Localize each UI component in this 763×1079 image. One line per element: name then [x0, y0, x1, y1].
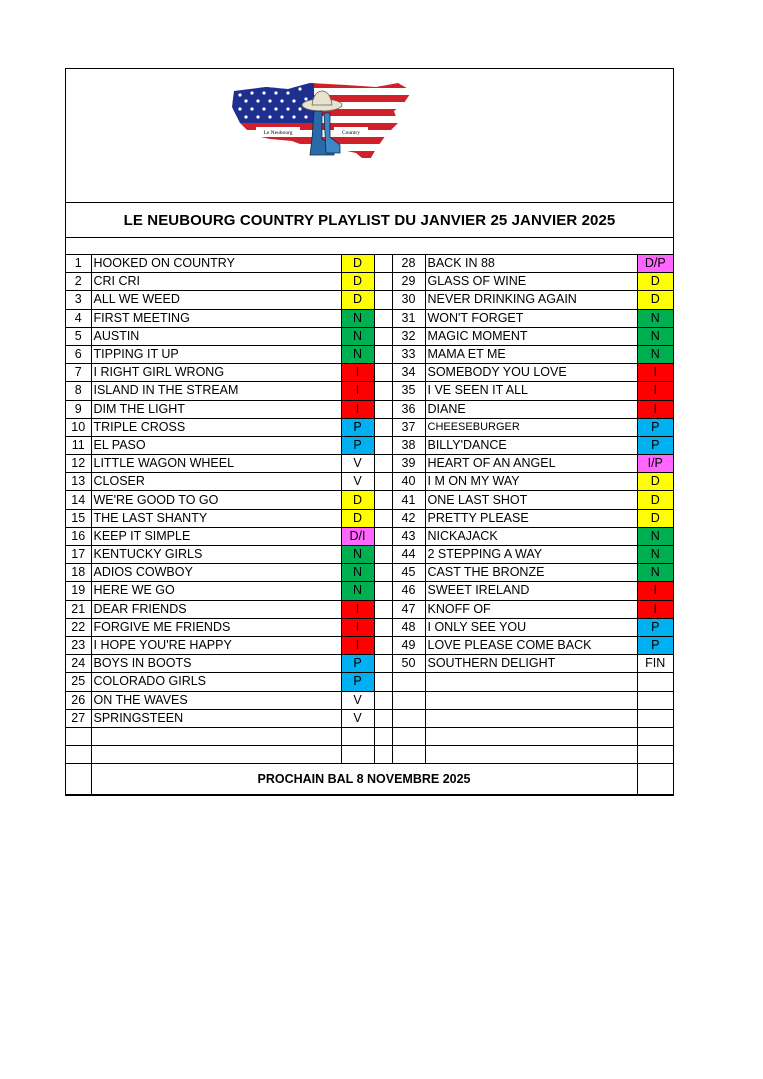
left-title: ON THE WAVES	[91, 691, 341, 709]
right-number: 43	[392, 527, 425, 545]
left-title: I RIGHT GIRL WRONG	[91, 364, 341, 382]
table-row	[66, 436, 673, 454]
right-dance-code: I	[637, 400, 673, 418]
right-title: NICKAJACK	[425, 527, 637, 545]
left-number: 19	[66, 582, 91, 600]
playlist-sheet	[65, 68, 674, 796]
spacer-cell	[374, 436, 392, 454]
left-title: FIRST MEETING	[91, 309, 341, 327]
left-title: I HOPE YOU'RE HAPPY	[91, 636, 341, 654]
right-dance-code: I	[637, 600, 673, 618]
spacer-cell	[374, 600, 392, 618]
right-dance-code: D	[637, 291, 673, 309]
table-row	[66, 455, 673, 473]
left-dance-code: V	[341, 709, 374, 727]
right-number	[392, 746, 425, 764]
table-row	[66, 655, 673, 673]
left-number: 11	[66, 436, 91, 454]
left-title: KEEP IT SIMPLE	[91, 527, 341, 545]
table-row	[66, 527, 673, 545]
left-number: 2	[66, 273, 91, 291]
right-number	[392, 709, 425, 727]
table-row	[66, 491, 673, 509]
left-number: 15	[66, 509, 91, 527]
table-row	[66, 546, 673, 564]
right-number: 34	[392, 364, 425, 382]
right-title	[425, 746, 637, 764]
table-row	[66, 473, 673, 491]
spacer-cell	[374, 345, 392, 363]
table-row	[66, 364, 673, 382]
spacer-cell	[374, 473, 392, 491]
left-dance-code: I	[341, 636, 374, 654]
table-row	[66, 345, 673, 363]
left-dance-code: D	[341, 509, 374, 527]
left-number: 17	[66, 546, 91, 564]
left-number: 26	[66, 691, 91, 709]
left-dance-code: D	[341, 491, 374, 509]
right-number: 32	[392, 327, 425, 345]
right-title: SWEET IRELAND	[425, 582, 637, 600]
left-dance-code: I	[341, 400, 374, 418]
spacer-cell	[374, 527, 392, 545]
right-title	[425, 673, 637, 691]
left-number: 22	[66, 618, 91, 636]
left-title: TIPPING IT UP	[91, 345, 341, 363]
left-title: ADIOS COWBOY	[91, 564, 341, 582]
left-dance-code: N	[341, 327, 374, 345]
right-dance-code: P	[637, 436, 673, 454]
spacer-cell	[374, 400, 392, 418]
spacer-cell	[374, 546, 392, 564]
spacer-cell	[374, 418, 392, 436]
right-dance-code: D	[637, 509, 673, 527]
spacer-cell	[374, 382, 392, 400]
left-title: BOYS IN BOOTS	[91, 655, 341, 673]
left-dance-code: V	[341, 691, 374, 709]
left-title: CRI CRI	[91, 273, 341, 291]
left-number: 12	[66, 455, 91, 473]
right-number: 28	[392, 255, 425, 273]
right-number: 30	[392, 291, 425, 309]
right-dance-code: N	[637, 345, 673, 363]
spacer-cell	[374, 255, 392, 273]
left-dance-code: I	[341, 364, 374, 382]
right-dance-code: N	[637, 327, 673, 345]
right-title: I M ON MY WAY	[425, 473, 637, 491]
right-title: DIANE	[425, 400, 637, 418]
right-number: 49	[392, 636, 425, 654]
left-title: WE'RE GOOD TO GO	[91, 491, 341, 509]
left-title: KENTUCKY GIRLS	[91, 546, 341, 564]
left-number: 23	[66, 636, 91, 654]
spacer-cell	[374, 727, 392, 745]
right-title: I VE SEEN IT ALL	[425, 382, 637, 400]
right-dance-code: D	[637, 273, 673, 291]
left-title: ISLAND IN THE STREAM	[91, 382, 341, 400]
svg-text:Country: Country	[341, 130, 361, 136]
left-title: THE LAST SHANTY	[91, 509, 341, 527]
table-row	[66, 636, 673, 654]
left-dance-code: D	[341, 255, 374, 273]
left-title: HOOKED ON COUNTRY	[91, 255, 341, 273]
right-dance-code: FIN	[637, 655, 673, 673]
right-title: GLASS OF WINE	[425, 273, 637, 291]
right-title: ONE LAST SHOT	[425, 491, 637, 509]
right-number: 44	[392, 546, 425, 564]
right-number: 33	[392, 345, 425, 363]
left-title: CLOSER	[91, 473, 341, 491]
right-number: 35	[392, 382, 425, 400]
left-number: 1	[66, 255, 91, 273]
spacer-cell	[374, 327, 392, 345]
right-title: 2 STEPPING A WAY	[425, 546, 637, 564]
spacer-cell	[374, 691, 392, 709]
table-row	[66, 600, 673, 618]
left-number: 10	[66, 418, 91, 436]
right-dance-code: D	[637, 473, 673, 491]
right-dance-code: N	[637, 546, 673, 564]
spacer-row	[66, 238, 673, 255]
left-dance-code: P	[341, 655, 374, 673]
left-dance-code: V	[341, 455, 374, 473]
footer-empty-cell	[637, 764, 673, 795]
right-title	[425, 727, 637, 745]
right-number: 29	[392, 273, 425, 291]
right-dance-code: D/P	[637, 255, 673, 273]
left-dance-code: N	[341, 345, 374, 363]
spacer-cell	[374, 509, 392, 527]
right-number: 50	[392, 655, 425, 673]
left-number: 21	[66, 600, 91, 618]
right-title: SOUTHERN DELIGHT	[425, 655, 637, 673]
table-row	[66, 418, 673, 436]
right-number: 45	[392, 564, 425, 582]
right-dance-code: P	[637, 418, 673, 436]
right-number: 42	[392, 509, 425, 527]
right-number: 47	[392, 600, 425, 618]
left-number	[66, 727, 91, 745]
spacer-cell	[374, 746, 392, 764]
left-title: SPRINGSTEEN	[91, 709, 341, 727]
left-title: COLORADO GIRLS	[91, 673, 341, 691]
left-number: 9	[66, 400, 91, 418]
right-title	[425, 709, 637, 727]
page-title: LE NEUBOURG COUNTRY PLAYLIST DU JANVIER 25 JANVIER 2025	[66, 203, 673, 238]
left-dance-code: P	[341, 673, 374, 691]
table-row	[66, 400, 673, 418]
right-title: MAGIC MOMENT	[425, 327, 637, 345]
table-row	[66, 691, 673, 709]
left-number: 13	[66, 473, 91, 491]
right-dance-code	[637, 691, 673, 709]
right-dance-code: P	[637, 618, 673, 636]
right-title: WON'T FORGET	[425, 309, 637, 327]
table-row	[66, 746, 673, 764]
right-number: 46	[392, 582, 425, 600]
table-row	[66, 709, 673, 727]
left-title: DIM THE LIGHT	[91, 400, 341, 418]
svg-text:Le Neubourg: Le Neubourg	[263, 130, 293, 136]
table-row	[66, 673, 673, 691]
right-dance-code: I/P	[637, 455, 673, 473]
footer-empty-cell	[66, 764, 91, 795]
right-number: 41	[392, 491, 425, 509]
left-number: 24	[66, 655, 91, 673]
right-title: CAST THE BRONZE	[425, 564, 637, 582]
left-dance-code: N	[341, 564, 374, 582]
spacer-cell	[374, 673, 392, 691]
right-number: 40	[392, 473, 425, 491]
left-dance-code: P	[341, 418, 374, 436]
right-dance-code	[637, 673, 673, 691]
right-title: I ONLY SEE YOU	[425, 618, 637, 636]
right-title: SOMEBODY YOU LOVE	[425, 364, 637, 382]
left-number: 25	[66, 673, 91, 691]
logo-area	[66, 69, 673, 203]
left-number: 27	[66, 709, 91, 727]
left-title: TRIPLE CROSS	[91, 418, 341, 436]
left-title: LITTLE WAGON WHEEL	[91, 455, 341, 473]
table-row	[66, 618, 673, 636]
left-number	[66, 746, 91, 764]
right-title: NEVER DRINKING AGAIN	[425, 291, 637, 309]
right-dance-code: N	[637, 527, 673, 545]
left-number: 16	[66, 527, 91, 545]
left-title: ALL WE WEED	[91, 291, 341, 309]
left-dance-code: D	[341, 291, 374, 309]
left-number: 8	[66, 382, 91, 400]
right-dance-code: N	[637, 309, 673, 327]
spacer-cell	[374, 364, 392, 382]
table-row	[66, 382, 673, 400]
right-number	[392, 673, 425, 691]
left-title	[91, 746, 341, 764]
right-number: 37	[392, 418, 425, 436]
table-row	[66, 509, 673, 527]
left-dance-code: D/I	[341, 527, 374, 545]
right-dance-code: I	[637, 364, 673, 382]
right-number: 36	[392, 400, 425, 418]
table-row	[66, 582, 673, 600]
spacer-cell	[374, 582, 392, 600]
right-number: 38	[392, 436, 425, 454]
left-title: FORGIVE ME FRIENDS	[91, 618, 341, 636]
table-row	[66, 309, 673, 327]
left-dance-code: N	[341, 582, 374, 600]
footer-row	[66, 764, 673, 795]
right-dance-code: D	[637, 491, 673, 509]
right-number: 48	[392, 618, 425, 636]
left-dance-code: I	[341, 618, 374, 636]
left-dance-code: V	[341, 473, 374, 491]
table-row	[66, 327, 673, 345]
spacer-cell	[374, 618, 392, 636]
left-title	[91, 727, 341, 745]
spacer-cell	[374, 636, 392, 654]
table-row	[66, 291, 673, 309]
right-dance-code	[637, 709, 673, 727]
spacer-cell	[374, 309, 392, 327]
right-dance-code: P	[637, 636, 673, 654]
left-title: EL PASO	[91, 436, 341, 454]
table-row	[66, 273, 673, 291]
spacer-cell	[374, 291, 392, 309]
right-title: PRETTY PLEASE	[425, 509, 637, 527]
right-dance-code: I	[637, 582, 673, 600]
right-number	[392, 727, 425, 745]
spacer-cell	[374, 655, 392, 673]
left-number: 4	[66, 309, 91, 327]
left-number: 5	[66, 327, 91, 345]
left-number: 18	[66, 564, 91, 582]
spacer-cell	[374, 455, 392, 473]
left-number: 14	[66, 491, 91, 509]
left-number: 7	[66, 364, 91, 382]
spacer-cell	[374, 273, 392, 291]
next-ball-text: PROCHAIN BAL 8 NOVEMBRE 2025	[91, 764, 637, 795]
right-title: CHEESEBURGER	[425, 418, 637, 436]
right-dance-code: I	[637, 382, 673, 400]
right-dance-code: N	[637, 564, 673, 582]
left-dance-code: P	[341, 436, 374, 454]
left-dance-code: D	[341, 273, 374, 291]
right-title	[425, 691, 637, 709]
left-dance-code: I	[341, 382, 374, 400]
playlist-table	[66, 255, 673, 795]
spacer-cell	[374, 564, 392, 582]
left-number: 3	[66, 291, 91, 309]
left-title: HERE WE GO	[91, 582, 341, 600]
table-row	[66, 255, 673, 273]
right-title: HEART OF AN ANGEL	[425, 455, 637, 473]
right-number	[392, 691, 425, 709]
left-dance-code	[341, 746, 374, 764]
right-dance-code	[637, 746, 673, 764]
right-title: BACK IN 88	[425, 255, 637, 273]
left-title: DEAR FRIENDS	[91, 600, 341, 618]
right-title: KNOFF OF	[425, 600, 637, 618]
left-title: AUSTIN	[91, 327, 341, 345]
right-number: 39	[392, 455, 425, 473]
right-title: MAMA ET ME	[425, 345, 637, 363]
left-number: 6	[66, 345, 91, 363]
left-dance-code: I	[341, 600, 374, 618]
table-row	[66, 564, 673, 582]
left-dance-code: N	[341, 546, 374, 564]
right-title: LOVE PLEASE COME BACK	[425, 636, 637, 654]
left-dance-code	[341, 727, 374, 745]
left-dance-code: N	[341, 309, 374, 327]
table-row	[66, 727, 673, 745]
spacer-cell	[374, 709, 392, 727]
usa-flag-map-logo	[226, 77, 414, 169]
right-dance-code	[637, 727, 673, 745]
spacer-cell	[374, 491, 392, 509]
right-title: BILLY'DANCE	[425, 436, 637, 454]
right-number: 31	[392, 309, 425, 327]
